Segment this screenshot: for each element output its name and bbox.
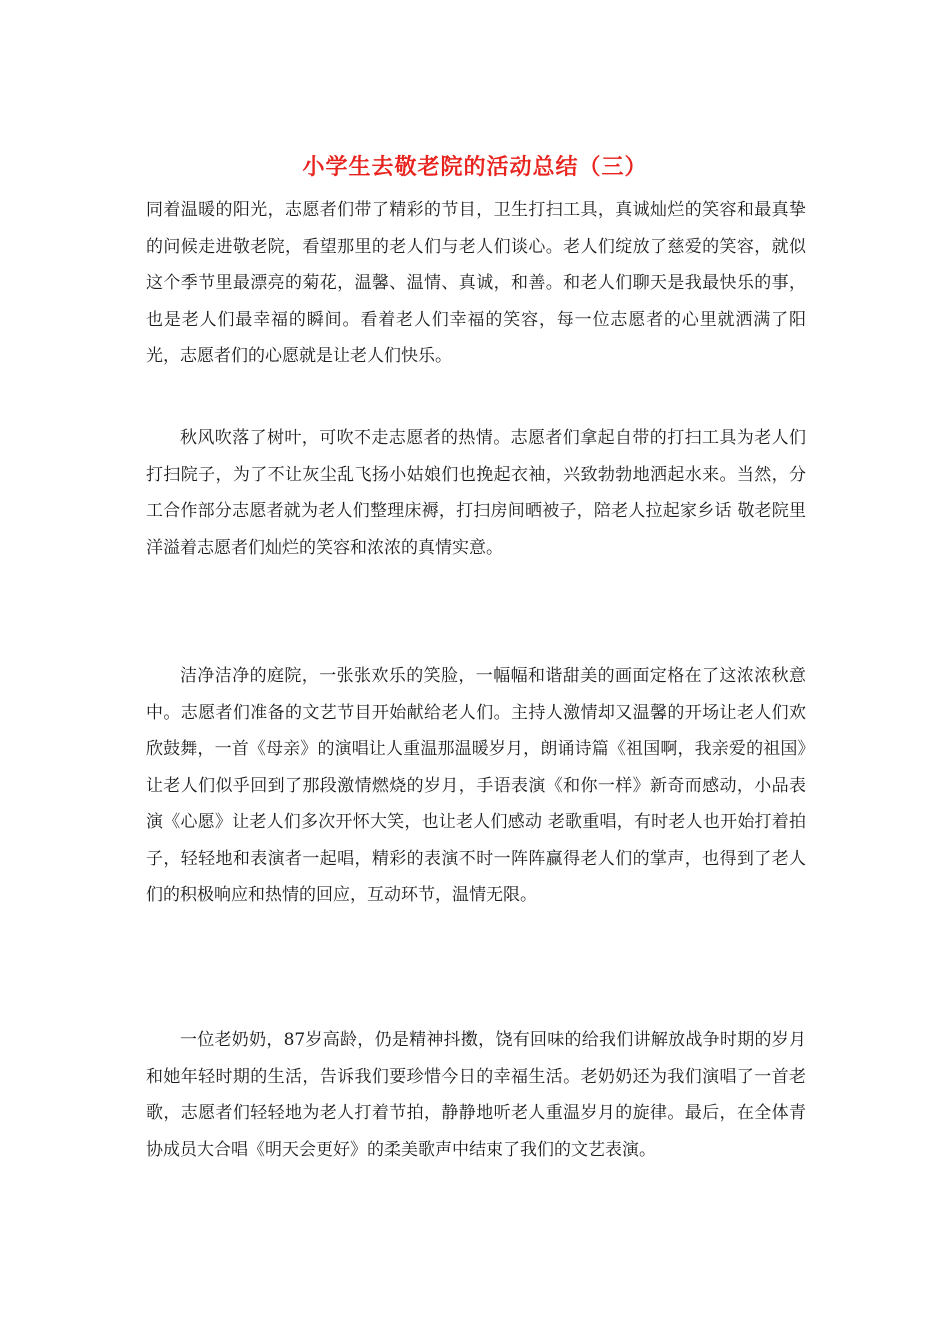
paragraph-2: 秋风吹落了树叶，可吹不走志愿者的热情。志愿者们拿起自带的打扫工具为老人们打扫院子，为了不让灰尘乱飞扬小姑娘们也挽起衣袖，兴致勃勃地洒起水来。当然，分工合作部分志愿者就为老人们整理床褥，打扫房间晒被子，陪老人拉起家乡话 敬老院里洋溢着志愿者们灿烂的笑容和浓浓的真情实意。 xyxy=(146,428,806,558)
paragraph-4: 一位老奶奶，87岁高龄，仍是精神抖擞，饶有回味的给我们讲解放战争时期的岁月和她年轻时期的生活，告诉我们要珍惜今日的幸福生活。老奶奶还为我们演唱了一首老歌，志愿者们轻轻地为老人打着节拍，静静地听老人重温岁月的旋律。最后，在全体青协成员大合唱《明天会更好》的柔美歌声中结束了我们的文艺表演。 xyxy=(146,1030,806,1160)
paragraph-3: 洁净洁净的庭院，一张张欢乐的笑脸，一幅幅和谐甜美的画面定格在了这浓浓秋意中。志愿者们准备的文艺节目开始献给老人们。主持人激情却又温馨的开场让老人们欢欣鼓舞，一首《母亲》的演唱让人重温那温暖岁月，朗诵诗篇《祖国啊，我亲爱的祖国》让老人们似乎回到了那段激情燃烧的岁月，手语表演《和你一样》新奇而感动，小品表演《心愿》让老人们多次开怀大笑，也让老人们感动 老歌重唱，有时老人也开始打着拍子，轻轻地和表演者一起唱，精彩的表演不时一阵阵赢得老人们的掌声，也得到了老人们的积极响应和热情的回应，互动环节，温情无限。 xyxy=(146,666,806,905)
paragraph-1: 同着温暖的阳光，志愿者们带了精彩的节目，卫生打扫工具，真诚灿烂的笑容和最真挚的问候走进敬老院，看望那里的老人们与老人们谈心。老人们绽放了慈爱的笑容，就似这个季节里最漂亮的菊花，温馨、温情、真诚，和善。和老人们聊天是我最快乐的事，也是老人们最幸福的瞬间。看着老人们幸福的笑容，每一位志愿者的心里就洒满了阳光，志愿者们的心愿就是让老人们快乐。 xyxy=(146,200,806,366)
document-title: 小学生去敬老院的活动总结（三） xyxy=(302,154,648,180)
